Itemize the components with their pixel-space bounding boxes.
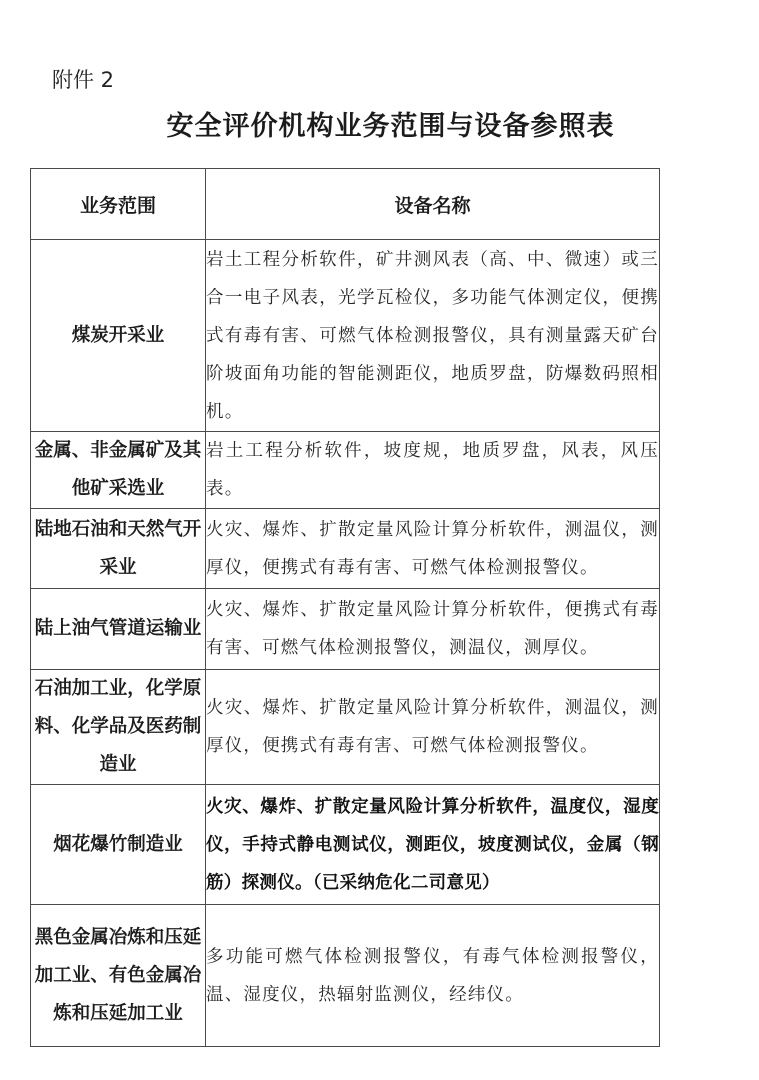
table-row bbox=[31, 589, 660, 670]
scope-cell: 陆上油气管道运输业 bbox=[31, 589, 206, 670]
equipment-cell: 火灾、爆炸、扩散定量风险计算分析软件，便携式有毒有害、可燃气体检测报警仪，测温仪，测厚仪。 bbox=[206, 589, 660, 670]
equipment-cell: 火灾、爆炸、扩散定量风险计算分析软件，测温仪，测厚仪，便携式有毒有害、可燃气体检测报警仪。 bbox=[206, 509, 660, 589]
scope-cell: 煤炭开采业 bbox=[31, 240, 206, 432]
document-title: 安全评价机构业务范围与设备参照表 bbox=[166, 111, 615, 142]
scope-cell: 石油加工业，化学原料、化学品及医药制造业 bbox=[31, 670, 206, 785]
header-business-scope: 业务范围 bbox=[31, 169, 206, 240]
equipment-cell: 火灾、爆炸、扩散定量风险计算分析软件，温度仪，湿度仪，手持式静电测试仪，测距仪，坡度测试仪，金属（钢筋）探测仪。（已采纳危化二司意见） bbox=[206, 785, 660, 905]
attachment-label: 附件 2 bbox=[52, 68, 115, 92]
table-row bbox=[31, 240, 660, 432]
scope-cell: 金属、非金属矿及其他矿采选业 bbox=[31, 432, 206, 509]
table-row bbox=[31, 509, 660, 589]
scope-cell: 陆地石油和天然气开采业 bbox=[31, 509, 206, 589]
table-row bbox=[31, 670, 660, 785]
scope-cell: 烟花爆竹制造业 bbox=[31, 785, 206, 905]
equipment-reference-table bbox=[30, 168, 660, 1047]
equipment-cell: 岩土工程分析软件，坡度规，地质罗盘，风表，风压表。 bbox=[206, 432, 660, 509]
table-row bbox=[31, 905, 660, 1047]
equipment-cell: 多功能可燃气体检测报警仪，有毒气体检测报警仪，温、湿度仪，热辐射监测仪，经纬仪。 bbox=[206, 905, 660, 1047]
header-equipment-name: 设备名称 bbox=[206, 169, 660, 240]
scope-cell: 黑色金属冶炼和压延加工业、有色金属冶炼和压延加工业 bbox=[31, 905, 206, 1047]
equipment-cell: 火灾、爆炸、扩散定量风险计算分析软件，测温仪，测厚仪，便携式有毒有害、可燃气体检测报警仪。 bbox=[206, 670, 660, 785]
table-header-row bbox=[31, 169, 660, 240]
equipment-cell: 岩土工程分析软件，矿井测风表（高、中、微速）或三合一电子风表，光学瓦检仪，多功能气体测定仪，便携式有毒有害、可燃气体检测报警仪，具有测量露天矿台阶坡面角功能的智能测距仪，地质罗盘，防爆数码照相机。 bbox=[206, 240, 660, 432]
table-row bbox=[31, 785, 660, 905]
table-row bbox=[31, 432, 660, 509]
